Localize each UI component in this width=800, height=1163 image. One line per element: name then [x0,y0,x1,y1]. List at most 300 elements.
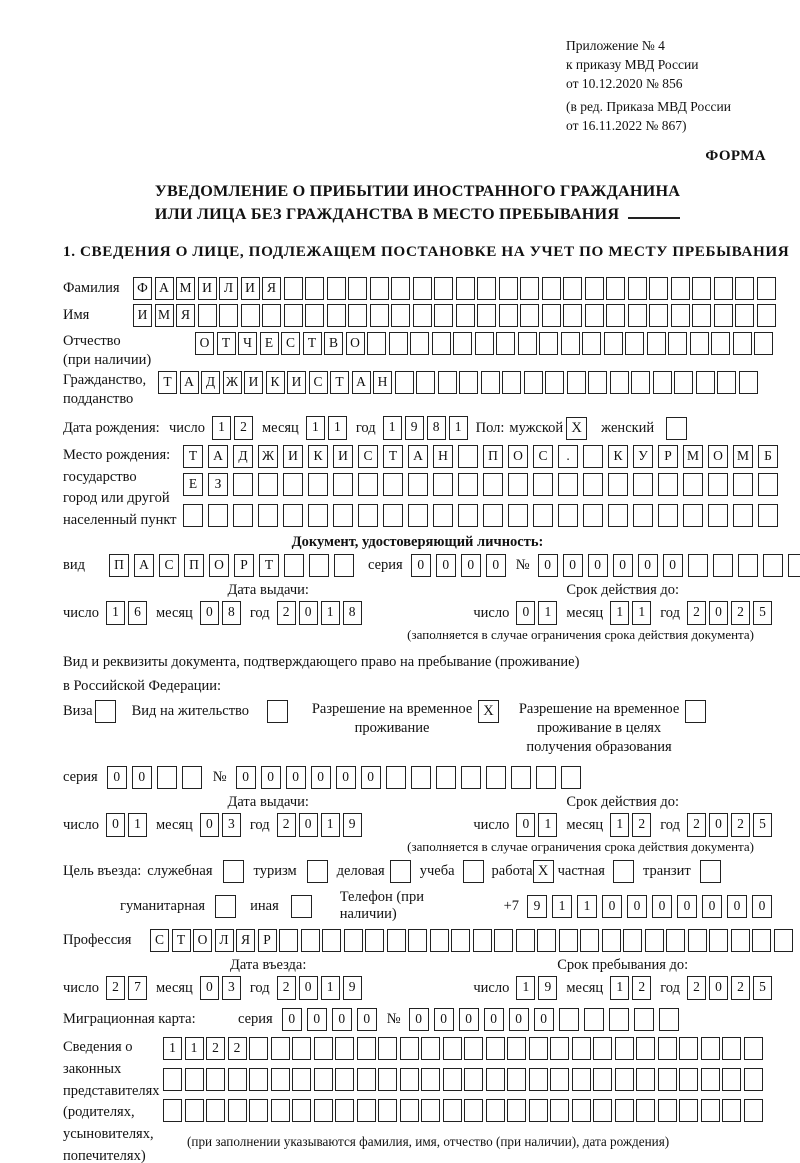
char-cell[interactable]: П [184,554,204,577]
char-cell[interactable] [365,929,384,952]
char-cell[interactable] [486,1099,505,1122]
char-cell[interactable] [674,371,693,394]
char-cell[interactable] [774,929,793,952]
char-cell[interactable] [185,1099,204,1122]
char-cell[interactable] [507,1099,526,1122]
char-cell[interactable] [744,1068,763,1091]
char-cell[interactable] [258,473,278,496]
char-cell[interactable]: О [209,554,229,577]
char-cell[interactable]: Д [233,445,253,468]
char-cell[interactable] [206,1068,225,1091]
char-cell[interactable] [386,766,406,789]
char-cell[interactable]: А [180,371,199,394]
char-cell[interactable]: 0 [332,1008,352,1031]
char-cell[interactable]: 0 [727,895,747,918]
char-cell[interactable] [520,304,539,327]
char-cell[interactable] [314,1037,333,1060]
char-cell[interactable]: 0 [434,1008,454,1031]
char-cell[interactable]: А [352,371,371,394]
purpose-humanitarian-checkbox[interactable] [215,895,236,918]
date-digit-cell[interactable]: 0 [299,976,318,1000]
char-cell[interactable] [550,1037,569,1060]
representatives-input-row3[interactable] [163,1099,763,1122]
doc-number-input[interactable] [538,554,800,577]
char-cell[interactable]: И [333,445,353,468]
char-cell[interactable] [163,1099,182,1122]
char-cell[interactable] [335,1099,354,1122]
char-cell[interactable] [477,277,496,300]
char-cell[interactable] [735,304,754,327]
char-cell[interactable] [615,1037,634,1060]
char-cell[interactable]: 0 [357,1008,377,1031]
char-cell[interactable]: С [281,332,300,355]
char-cell[interactable] [754,332,773,355]
date-digit-cell[interactable]: 2 [687,813,706,837]
char-cell[interactable] [658,473,678,496]
purpose-other-checkbox[interactable] [291,895,312,918]
char-cell[interactable]: 0 [336,766,356,789]
char-cell[interactable]: О [346,332,365,355]
birth-place-input-row1[interactable] [183,445,778,468]
char-cell[interactable] [502,371,521,394]
char-cell[interactable] [499,277,518,300]
citizenship-input[interactable] [158,371,758,394]
char-cell[interactable] [464,1037,483,1060]
char-cell[interactable]: Ч [238,332,257,355]
char-cell[interactable]: 0 [459,1008,479,1031]
date-digit-cell[interactable]: 1 [212,416,231,440]
char-cell[interactable] [309,554,329,577]
char-cell[interactable] [563,277,582,300]
char-cell[interactable] [542,304,561,327]
char-cell[interactable] [327,277,346,300]
char-cell[interactable] [559,1008,579,1031]
char-cell[interactable] [658,1099,677,1122]
char-cell[interactable]: Д [201,371,220,394]
char-cell[interactable] [335,1037,354,1060]
purpose-private-checkbox[interactable] [613,860,634,883]
char-cell[interactable]: 1 [185,1037,204,1060]
char-cell[interactable] [511,766,531,789]
char-cell[interactable]: М [176,277,195,300]
char-cell[interactable] [679,1099,698,1122]
char-cell[interactable] [391,304,410,327]
migration-number-input[interactable] [409,1008,679,1031]
char-cell[interactable]: 2 [206,1037,225,1060]
purpose-business-checkbox[interactable] [390,860,411,883]
char-cell[interactable] [542,277,561,300]
char-cell[interactable] [610,371,629,394]
char-cell[interactable] [763,554,783,577]
char-cell[interactable] [249,1037,268,1060]
residence-permit-checkbox[interactable] [267,700,288,723]
char-cell[interactable]: И [133,304,152,327]
char-cell[interactable] [752,929,771,952]
temp-residence-checkbox[interactable]: X [478,700,499,723]
char-cell[interactable] [284,554,304,577]
doc-expiry-input[interactable] [473,601,772,625]
char-cell[interactable] [636,1068,655,1091]
char-cell[interactable] [378,1068,397,1091]
date-digit-cell[interactable]: 2 [731,976,750,1000]
date-digit-cell[interactable]: 1 [516,976,535,1000]
char-cell[interactable]: И [198,277,217,300]
char-cell[interactable] [633,504,653,527]
representatives-input-row1[interactable] [163,1037,763,1060]
char-cell[interactable] [475,332,494,355]
residence-number-input[interactable] [236,766,581,789]
char-cell[interactable] [206,1099,225,1122]
char-cell[interactable]: О [508,445,528,468]
char-cell[interactable] [499,304,518,327]
char-cell[interactable] [508,504,528,527]
surname-input[interactable] [133,277,776,300]
char-cell[interactable] [722,1068,741,1091]
residence-expiry-input[interactable] [473,813,772,837]
char-cell[interactable] [494,929,513,952]
char-cell[interactable]: С [533,445,553,468]
migration-series-input[interactable] [282,1008,377,1031]
char-cell[interactable] [529,1037,548,1060]
date-digit-cell[interactable]: 3 [222,976,241,1000]
doc-series-input[interactable] [411,554,506,577]
char-cell[interactable] [536,766,556,789]
char-cell[interactable] [413,277,432,300]
char-cell[interactable] [714,304,733,327]
char-cell[interactable] [563,304,582,327]
date-digit-cell[interactable]: 1 [632,601,651,625]
char-cell[interactable]: П [109,554,129,577]
date-digit-cell[interactable]: 0 [299,813,318,837]
date-digit-cell[interactable]: 2 [632,976,651,1000]
purpose-official-checkbox[interactable] [223,860,244,883]
char-cell[interactable] [271,1099,290,1122]
char-cell[interactable] [305,304,324,327]
char-cell[interactable] [481,371,500,394]
char-cell[interactable] [708,504,728,527]
visa-checkbox[interactable] [95,700,116,723]
char-cell[interactable]: Р [658,445,678,468]
char-cell[interactable] [744,1099,763,1122]
char-cell[interactable] [709,929,728,952]
char-cell[interactable] [688,554,708,577]
residence-series-input[interactable] [107,766,202,789]
char-cell[interactable]: 0 [613,554,633,577]
char-cell[interactable] [408,929,427,952]
char-cell[interactable] [308,473,328,496]
char-cell[interactable]: 0 [436,554,456,577]
char-cell[interactable] [585,304,604,327]
char-cell[interactable] [583,473,603,496]
date-digit-cell[interactable]: 3 [222,813,241,837]
char-cell[interactable] [744,1037,763,1060]
date-digit-cell[interactable]: 8 [427,416,446,440]
char-cell[interactable] [279,929,298,952]
char-cell[interactable] [183,504,203,527]
char-cell[interactable]: С [309,371,328,394]
char-cell[interactable]: А [134,554,154,577]
char-cell[interactable]: С [150,929,169,952]
date-digit-cell[interactable]: 2 [277,601,296,625]
char-cell[interactable] [788,554,800,577]
char-cell[interactable] [582,332,601,355]
char-cell[interactable]: Ж [223,371,242,394]
char-cell[interactable] [658,504,678,527]
char-cell[interactable] [604,332,623,355]
char-cell[interactable] [391,277,410,300]
char-cell[interactable] [683,473,703,496]
date-digit-cell[interactable]: 9 [343,813,362,837]
doc-issue-input[interactable] [63,601,362,625]
char-cell[interactable] [593,1037,612,1060]
char-cell[interactable] [615,1068,634,1091]
char-cell[interactable]: Я [236,929,255,952]
char-cell[interactable] [249,1099,268,1122]
date-digit-cell[interactable]: 1 [321,601,340,625]
char-cell[interactable] [292,1068,311,1091]
char-cell[interactable]: 0 [638,554,658,577]
char-cell[interactable] [507,1068,526,1091]
char-cell[interactable]: Н [373,371,392,394]
date-digit-cell[interactable]: 9 [405,416,424,440]
birth-place-input-row2[interactable] [183,473,778,496]
char-cell[interactable] [701,1099,720,1122]
char-cell[interactable] [658,1037,677,1060]
char-cell[interactable]: Ф [133,277,152,300]
char-cell[interactable] [671,304,690,327]
char-cell[interactable]: 0 [677,895,697,918]
char-cell[interactable] [283,504,303,527]
char-cell[interactable] [334,554,354,577]
char-cell[interactable] [157,766,177,789]
date-digit-cell[interactable]: 0 [516,601,535,625]
char-cell[interactable] [561,766,581,789]
char-cell[interactable] [631,371,650,394]
char-cell[interactable] [714,277,733,300]
char-cell[interactable] [486,766,506,789]
char-cell[interactable]: 0 [486,554,506,577]
char-cell[interactable] [464,1099,483,1122]
char-cell[interactable] [443,1068,462,1091]
char-cell[interactable] [348,304,367,327]
char-cell[interactable] [486,1037,505,1060]
char-cell[interactable]: С [159,554,179,577]
char-cell[interactable]: Т [217,332,236,355]
char-cell[interactable]: 0 [107,766,127,789]
char-cell[interactable] [433,504,453,527]
char-cell[interactable] [413,304,432,327]
char-cell[interactable] [701,1037,720,1060]
char-cell[interactable] [421,1037,440,1060]
char-cell[interactable] [163,1068,182,1091]
char-cell[interactable]: У [633,445,653,468]
char-cell[interactable] [383,504,403,527]
char-cell[interactable] [671,277,690,300]
char-cell[interactable] [308,504,328,527]
char-cell[interactable] [733,332,752,355]
temp-residence-edu-checkbox[interactable] [685,700,706,723]
char-cell[interactable] [593,1068,612,1091]
char-cell[interactable] [271,1068,290,1091]
char-cell[interactable]: Т [303,332,322,355]
char-cell[interactable] [233,504,253,527]
char-cell[interactable]: 0 [484,1008,504,1031]
date-digit-cell[interactable]: 1 [610,813,629,837]
char-cell[interactable]: М [155,304,174,327]
char-cell[interactable] [400,1068,419,1091]
char-cell[interactable] [305,277,324,300]
char-cell[interactable]: 0 [663,554,683,577]
char-cell[interactable] [533,473,553,496]
date-digit-cell[interactable]: 0 [299,601,318,625]
char-cell[interactable] [559,929,578,952]
date-digit-cell[interactable]: 6 [128,601,147,625]
char-cell[interactable]: Ж [258,445,278,468]
char-cell[interactable] [443,1099,462,1122]
char-cell[interactable]: М [733,445,753,468]
char-cell[interactable]: 0 [627,895,647,918]
char-cell[interactable] [233,473,253,496]
char-cell[interactable] [456,304,475,327]
date-digit-cell[interactable]: 0 [200,976,219,1000]
birth-date-input[interactable] [169,416,468,440]
char-cell[interactable] [198,304,217,327]
char-cell[interactable] [659,1008,679,1031]
date-digit-cell[interactable]: 2 [687,601,706,625]
char-cell[interactable] [518,332,537,355]
char-cell[interactable] [688,929,707,952]
char-cell[interactable] [634,1008,654,1031]
char-cell[interactable]: 0 [652,895,672,918]
char-cell[interactable]: Н [433,445,453,468]
date-digit-cell[interactable]: 1 [538,813,557,837]
char-cell[interactable] [668,332,687,355]
char-cell[interactable]: И [241,277,260,300]
char-cell[interactable]: А [208,445,228,468]
char-cell[interactable]: 0 [538,554,558,577]
date-digit-cell[interactable]: 0 [516,813,535,837]
char-cell[interactable] [434,304,453,327]
char-cell[interactable] [496,332,515,355]
char-cell[interactable]: П [483,445,503,468]
char-cell[interactable]: 0 [702,895,722,918]
char-cell[interactable] [378,1099,397,1122]
char-cell[interactable] [438,371,457,394]
purpose-tourism-checkbox[interactable] [307,860,328,883]
char-cell[interactable] [292,1099,311,1122]
char-cell[interactable] [228,1068,247,1091]
char-cell[interactable] [608,504,628,527]
char-cell[interactable] [585,277,604,300]
char-cell[interactable] [387,929,406,952]
char-cell[interactable]: 0 [361,766,381,789]
char-cell[interactable]: 0 [261,766,281,789]
char-cell[interactable]: 0 [752,895,772,918]
char-cell[interactable] [432,332,451,355]
char-cell[interactable]: К [308,445,328,468]
char-cell[interactable] [477,304,496,327]
char-cell[interactable]: Е [183,473,203,496]
char-cell[interactable] [241,304,260,327]
char-cell[interactable] [456,277,475,300]
char-cell[interactable] [711,332,730,355]
char-cell[interactable] [520,277,539,300]
char-cell[interactable] [539,332,558,355]
char-cell[interactable] [358,504,378,527]
char-cell[interactable] [421,1099,440,1122]
date-digit-cell[interactable]: 2 [106,976,125,1000]
char-cell[interactable] [208,504,228,527]
char-cell[interactable] [400,1099,419,1122]
char-cell[interactable] [649,277,668,300]
char-cell[interactable] [606,277,625,300]
char-cell[interactable] [516,929,535,952]
date-digit-cell[interactable]: 0 [709,976,728,1000]
char-cell[interactable]: 0 [282,1008,302,1031]
char-cell[interactable] [733,473,753,496]
char-cell[interactable]: Я [176,304,195,327]
char-cell[interactable] [333,473,353,496]
char-cell[interactable] [459,371,478,394]
char-cell[interactable] [545,371,564,394]
date-digit-cell[interactable]: 5 [753,976,772,1000]
date-digit-cell[interactable]: 0 [200,813,219,837]
char-cell[interactable] [628,304,647,327]
char-cell[interactable]: 2 [228,1037,247,1060]
char-cell[interactable] [572,1099,591,1122]
char-cell[interactable] [367,332,386,355]
char-cell[interactable] [327,304,346,327]
char-cell[interactable] [185,1068,204,1091]
char-cell[interactable] [483,504,503,527]
char-cell[interactable] [383,473,403,496]
char-cell[interactable] [314,1099,333,1122]
char-cell[interactable] [451,929,470,952]
char-cell[interactable]: Т [330,371,349,394]
purpose-work-checkbox[interactable]: X [533,860,554,883]
char-cell[interactable] [421,1068,440,1091]
char-cell[interactable] [301,929,320,952]
char-cell[interactable] [524,371,543,394]
char-cell[interactable] [400,1037,419,1060]
char-cell[interactable] [692,304,711,327]
date-digit-cell[interactable]: 9 [343,976,362,1000]
date-digit-cell[interactable]: 0 [200,601,219,625]
char-cell[interactable] [653,371,672,394]
char-cell[interactable]: О [708,445,728,468]
char-cell[interactable] [609,1008,629,1031]
char-cell[interactable] [433,473,453,496]
char-cell[interactable] [647,332,666,355]
date-digit-cell[interactable]: 5 [753,813,772,837]
char-cell[interactable] [443,1037,462,1060]
char-cell[interactable] [588,371,607,394]
char-cell[interactable]: 0 [411,554,431,577]
residence-issue-input[interactable] [63,813,362,837]
char-cell[interactable] [249,1068,268,1091]
char-cell[interactable]: 0 [534,1008,554,1031]
char-cell[interactable] [683,504,703,527]
char-cell[interactable] [606,304,625,327]
char-cell[interactable] [271,1037,290,1060]
char-cell[interactable] [395,371,414,394]
char-cell[interactable] [283,473,303,496]
char-cell[interactable] [738,554,758,577]
char-cell[interactable]: Я [262,277,281,300]
char-cell[interactable] [696,371,715,394]
char-cell[interactable]: 0 [286,766,306,789]
date-digit-cell[interactable]: 0 [709,601,728,625]
